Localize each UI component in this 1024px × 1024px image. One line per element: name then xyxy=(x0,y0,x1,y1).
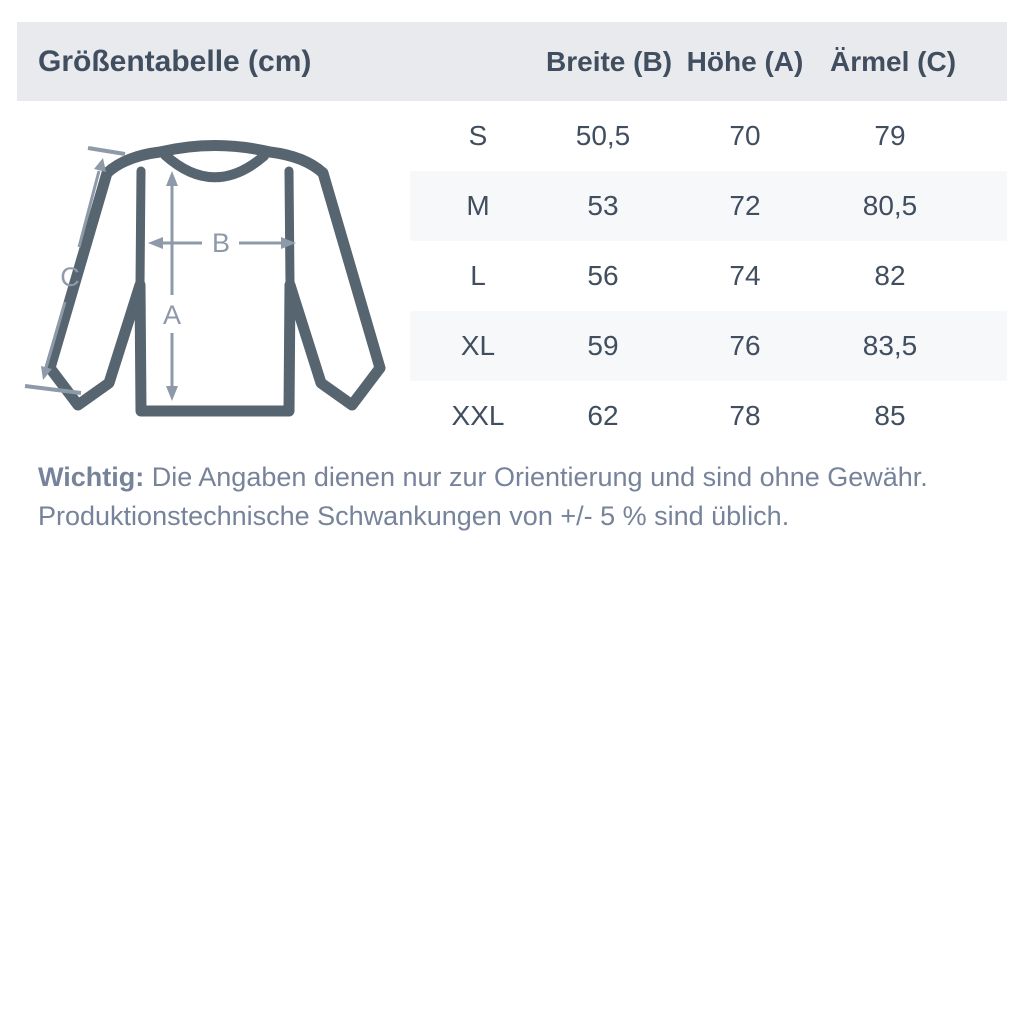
hoehe-value: 70 xyxy=(729,120,761,151)
right-seam xyxy=(289,171,290,285)
aermel-value: 83,5 xyxy=(862,330,918,361)
hoehe-value: 74 xyxy=(729,260,761,291)
dimension-label-b: B xyxy=(211,228,231,258)
aermel-value: 85 xyxy=(874,400,906,431)
table-row-xl xyxy=(410,311,1007,381)
aermel-value: 82 xyxy=(874,260,906,291)
column-header-aermel: Ärmel (C) xyxy=(830,45,957,77)
size-label: L xyxy=(470,260,486,291)
breite-value: 50,5 xyxy=(575,120,631,151)
hoehe-value: 76 xyxy=(729,330,761,361)
breite-value: 53 xyxy=(587,190,619,221)
size-label: S xyxy=(468,120,488,151)
sweater-measurement-diagram xyxy=(25,125,415,445)
column-header-breite: Breite (B) xyxy=(546,45,673,77)
size-label: M xyxy=(466,190,490,221)
size-table xyxy=(410,101,1007,451)
breite-value: 59 xyxy=(587,330,619,361)
disclaimer-text-1: Die Angaben dienen nur zur Orientierung und sind ohne Gewähr. xyxy=(151,462,928,492)
sweater-body xyxy=(50,146,380,412)
column-headers xyxy=(410,22,1007,101)
sweater-outline xyxy=(50,146,380,412)
disclaimer-label: Wichtig: xyxy=(38,462,145,492)
disclaimer-note xyxy=(38,458,993,536)
table-row-s xyxy=(410,101,1007,171)
hoehe-value: 72 xyxy=(729,190,761,221)
dimension-label-a: A xyxy=(162,300,182,330)
table-row-xxl xyxy=(410,381,1007,451)
size-label: XL xyxy=(460,330,496,361)
breite-value: 56 xyxy=(587,260,619,291)
table-header-bar xyxy=(17,22,1007,101)
left-seam xyxy=(140,171,141,285)
dimension-label-c: C xyxy=(60,262,80,292)
hoehe-value: 78 xyxy=(729,400,761,431)
page-title: Größentabelle (cm) xyxy=(38,44,312,78)
size-label: XXL xyxy=(451,400,505,431)
aermel-value: 80,5 xyxy=(862,190,918,221)
aermel-value: 79 xyxy=(874,120,906,151)
disclaimer-line-1 xyxy=(38,458,993,497)
column-header-hoehe: Höhe (A) xyxy=(686,45,804,77)
disclaimer-line-2: Produktionstechnische Schwankungen von +/- 5 % sind üblich. xyxy=(38,501,790,531)
table-row-l xyxy=(410,241,1007,311)
table-row-m xyxy=(410,171,1007,241)
breite-value: 62 xyxy=(587,400,619,431)
